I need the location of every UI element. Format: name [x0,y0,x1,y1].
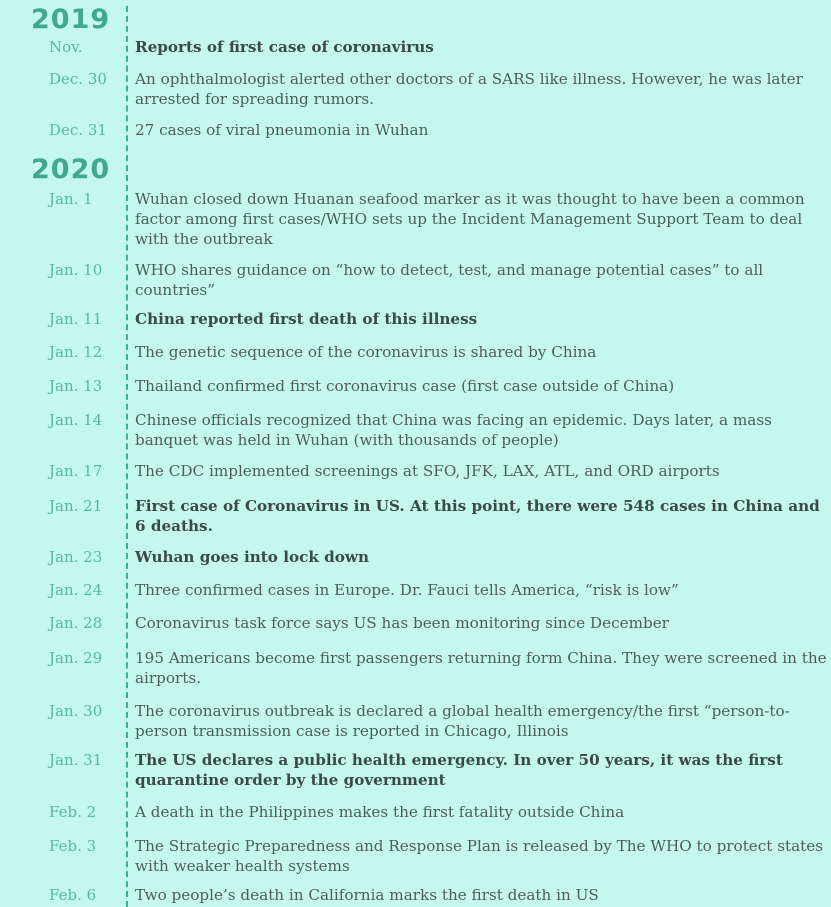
entry-text: A death in the Philippines makes the first fatality outside China [135,803,625,821]
entry-text: Three confirmed cases in Europe. Dr. Fauci tells America, “risk is low” [135,581,679,599]
year-heading: 2020 [31,154,111,185]
entry-text: An ophthalmologist alerted other doctors of a SARS like illness. However, he was later arrested for spreading rumors. [135,70,803,108]
entry-date: Jan. 1 [49,190,93,208]
entry-date: Dec. 31 [49,121,107,139]
entry-date: Feb. 3 [49,837,97,855]
entry-date: Jan. 23 [49,548,103,566]
entry-text: WHO shares guidance on “how to detect, test, and manage potential cases” to all countries” [135,261,764,299]
entry-text: The Strategic Preparedness and Response Plan is released by The WHO to protect states with weaker health systems [135,837,824,875]
entry-text: The coronavirus outbreak is declared a global health emergency/the first “person-to-person transmission case is reported in Chicago, Illinois [135,702,790,740]
entry-text: The CDC implemented screenings at SFO, JFK, LAX, ATL, and ORD airports [135,462,720,480]
entry-date: Dec. 30 [49,70,107,88]
entry-date: Jan. 24 [49,581,103,599]
timeline-divider [126,6,128,907]
entry-date: Jan. 14 [49,411,103,429]
entry-date: Jan. 12 [49,343,103,361]
entry-text: 27 cases of viral pneumonia in Wuhan [135,121,429,139]
entry-text: Wuhan closed down Huanan seafood marker as it was thought to have been a common factor among first cases/WHO sets up the Incident Management Support Team to deal with the outbreak [135,190,805,248]
entry-date: Jan. 10 [49,261,103,279]
entry-text: 195 Americans become first passengers returning form China. They were screened in the airports. [135,649,827,687]
entry-date: Jan. 28 [49,614,103,632]
entry-date: Jan. 30 [49,702,103,720]
entry-date: Jan. 13 [49,377,103,395]
entry-text: Two people’s death in California marks the first death in US [135,886,599,904]
entry-date: Nov. [49,38,83,56]
entry-text: Coronavirus task force says US has been monitoring since December [135,614,669,632]
entry-date: Jan. 17 [49,462,103,480]
entry-text: China reported first death of this illness [135,310,478,328]
entry-text: Thailand confirmed first coronavirus case (first case outside of China) [135,377,675,395]
entry-text: Wuhan goes into lock down [135,548,370,566]
year-heading: 2019 [31,4,111,35]
entry-text: First case of Coronavirus in US. At this point, there were 548 cases in China and 6 deaths. [135,497,820,535]
entry-text: The US declares a public health emergency. In over 50 years, it was the first quarantine order by the government [135,751,783,789]
entry-text: The genetic sequence of the coronavirus is shared by China [135,343,597,361]
entry-date: Jan. 21 [49,497,103,515]
entry-date: Jan. 31 [49,751,103,769]
entry-text: Reports of first case of coronavirus [135,38,434,56]
entry-date: Feb. 2 [49,803,97,821]
entry-date: Feb. 6 [49,886,97,904]
entry-text: Chinese officials recognized that China was facing an epidemic. Days later, a mass banquet was held in Wuhan (with thousands of people) [135,411,772,449]
entry-date: Jan. 29 [49,649,103,667]
entry-date: Jan. 11 [49,310,103,328]
